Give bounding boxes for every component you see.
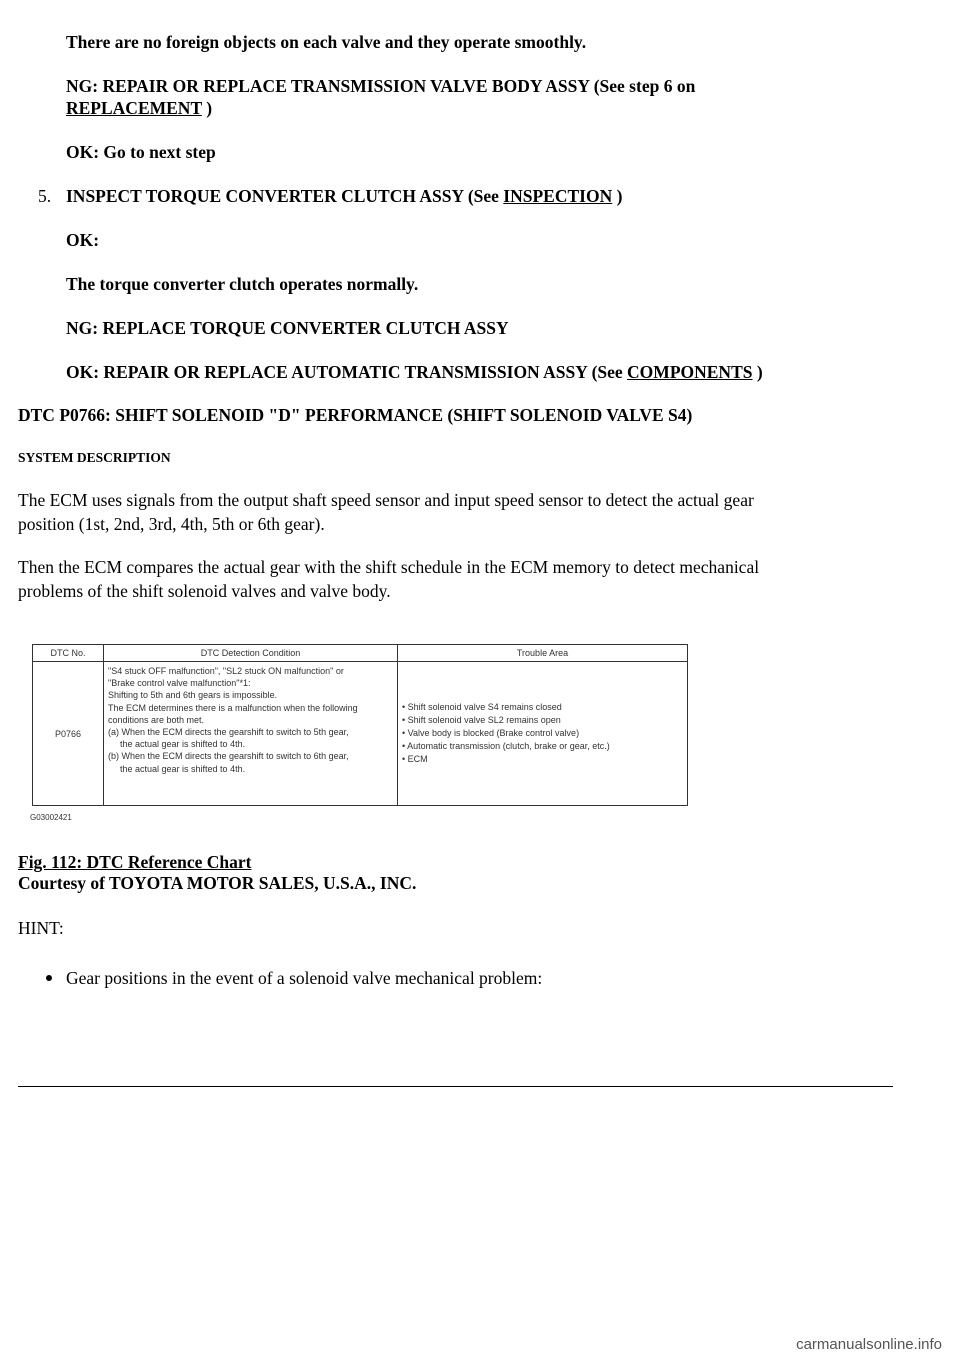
figure-caption-link[interactable]: Fig. 112: DTC Reference Chart [18, 852, 252, 872]
description-para2-line2: problems of the shift solenoid valves and valve body. [18, 581, 391, 601]
condition-line: the actual gear is shifted to 4th. [120, 739, 246, 750]
step5-ok-text: The torque converter clutch operates normally. [66, 274, 419, 294]
site-watermark: carmanualsonline.info [796, 1336, 942, 1353]
dtc-number-cell: P0766 [33, 662, 104, 806]
courtesy-line: Courtesy of TOYOTA MOTOR SALES, U.S.A., INC. [18, 873, 417, 893]
condition-line: (a) When the ECM directs the gearshift to switch to 5th gear, [108, 727, 349, 738]
condition-line: "S4 stuck OFF malfunction", "SL2 stuck ON malfunction" or [108, 666, 344, 676]
condition-line: the actual gear is shifted to 4th. [120, 763, 246, 774]
step4-ng-text: NG: REPAIR OR REPLACE TRANSMISSION VALVE BODY ASSY (See step 6 on [66, 76, 696, 96]
condition-line: (b) When the ECM directs the gearshift to switch to 6th gear, [108, 751, 349, 762]
description-para1-line1: The ECM uses signals from the output shaft speed sensor and input speed sensor to detect the actual gear [18, 490, 754, 510]
dtc-table-row [33, 662, 688, 806]
step5-title-suffix: ) [616, 186, 623, 206]
bullet-icon [46, 975, 52, 981]
hint-label: HINT: [18, 918, 64, 938]
step5-ok2-suffix: ) [756, 362, 763, 382]
dtc-heading: DTC P0766: SHIFT SOLENOID "D" PERFORMANCE (SHIFT SOLENOID VALVE S4) [18, 405, 693, 425]
dtc-table-header-row [33, 645, 688, 662]
step4-result-text: There are no foreign objects on each valve and they operate smoothly. [66, 32, 587, 52]
step4-ng-suffix: ) [206, 98, 213, 118]
description-para2-line1: Then the ECM compares the actual gear with the shift schedule in the ECM memory to detect mechanical [18, 557, 760, 577]
trouble-area-item: • Shift solenoid valve SL2 remains open [402, 715, 561, 725]
condition-line: The ECM determines there is a malfunction when the following [108, 702, 358, 713]
step4-ng-link-line [66, 96, 212, 120]
description-para1-line2: position (1st, 2nd, 3rd, 4th, 5th or 6th gear). [18, 514, 325, 534]
step4-ok-text: OK: Go to next step [66, 142, 216, 162]
step5-ok2-text: OK: REPAIR OR REPLACE AUTOMATIC TRANSMISSION ASSY (See [66, 362, 623, 382]
condition-line: "Brake control valve malfunction"*1: [108, 678, 251, 689]
step5-ng-text: NG: REPLACE TORQUE CONVERTER CLUTCH ASSY [66, 318, 509, 338]
dtc-table-header: DTC Detection Condition [104, 645, 398, 662]
step5-title-text: INSPECT TORQUE CONVERTER CLUTCH ASSY (See [66, 186, 499, 206]
step5-number: 5. [38, 186, 52, 206]
dtc-table-header: Trouble Area [398, 645, 688, 662]
trouble-area-item: • Automatic transmission (clutch, brake or gear, etc.) [402, 741, 610, 751]
hint-bullet-text: Gear positions in the event of a solenoid valve mechanical problem: [66, 968, 543, 988]
system-description-heading: SYSTEM DESCRIPTION [18, 450, 171, 465]
replacement-link[interactable]: REPLACEMENT [66, 98, 202, 118]
trouble-area-item: • Valve body is blocked (Brake control valve) [402, 728, 580, 738]
inspection-link[interactable]: INSPECTION [503, 186, 613, 206]
trouble-area-item: • ECM [402, 754, 428, 764]
step5-ok-label: OK: [66, 230, 100, 250]
condition-line: Shifting to 5th and 6th gears is impossible. [108, 690, 278, 701]
step5-title [66, 184, 622, 208]
step4-ng-line [66, 74, 695, 98]
components-link[interactable]: COMPONENTS [627, 362, 753, 382]
dtc-table [32, 644, 688, 806]
dtc-reference-figure [0, 636, 700, 826]
condition-line: conditions are both met. [108, 714, 205, 725]
figure-code: G030024​21 [30, 813, 72, 822]
trouble-area-cell [398, 662, 688, 806]
trouble-area-item: • Shift solenoid valve S4 remains closed [402, 702, 562, 712]
step5-ok2-line [66, 360, 763, 384]
dtc-table-header: DTC No. [33, 645, 104, 662]
page-divider [18, 1086, 893, 1087]
detection-condition-cell [104, 662, 398, 806]
